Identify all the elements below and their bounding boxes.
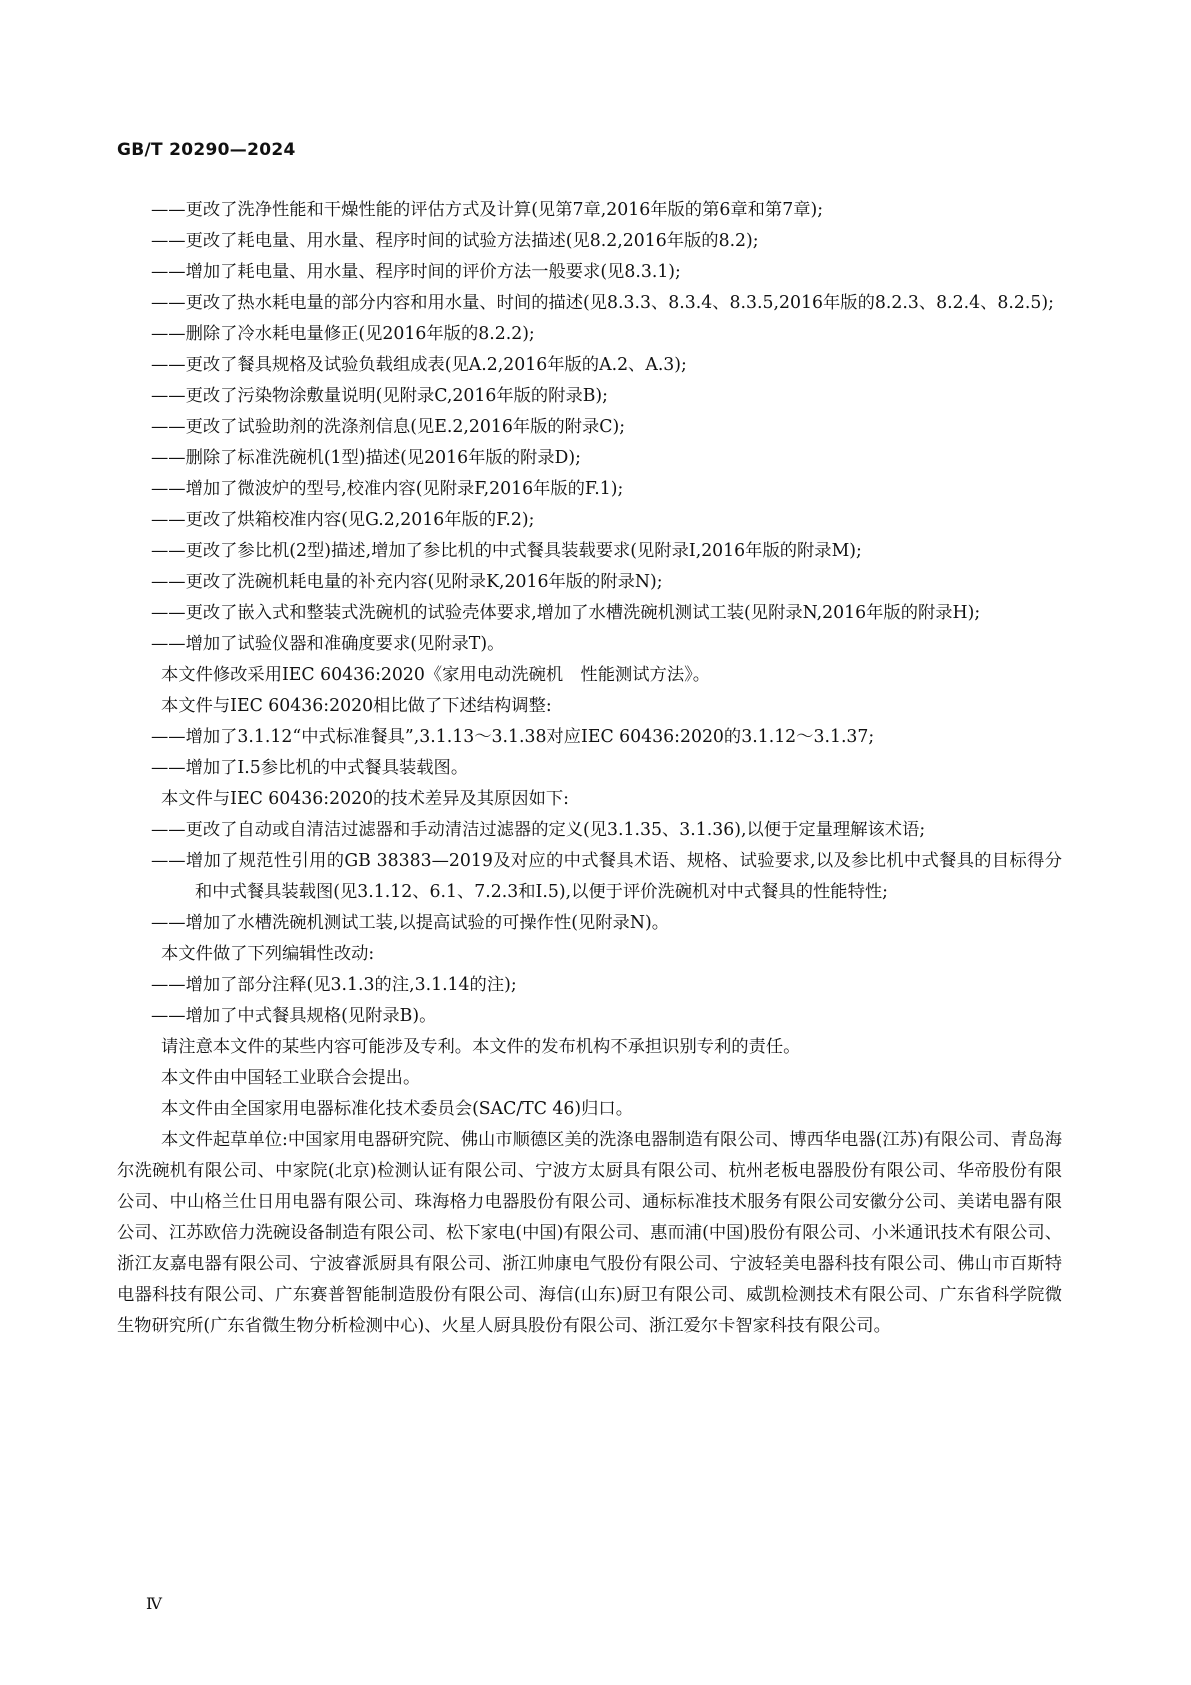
change-item: ——增加了试验仪器和准确度要求(见附录T)。 <box>151 634 505 654</box>
committee-paragraph: 本文件由全国家用电器标准化技术委员会(SAC/TC 46)归口。 <box>161 1099 633 1119</box>
difference-item: ——增加了规范性引用的GB 38383—2019及对应的中式餐具术语、规格、试验要求,以及参比机中式餐具的目标得分和中式餐具装载图(见3.1.12、6.1、7.2.3和I.5),以便于评价洗碗机对中式餐具的性能特性; <box>151 851 1062 902</box>
structure-item: ——增加了I.5参比机的中式餐具装载图。 <box>151 758 469 778</box>
patent-notice: 请注意本文件的某些内容可能涉及专利。本文件的发布机构不承担识别专利的责任。 <box>161 1037 801 1057</box>
body-paragraph: 本文件做了下列编辑性改动: <box>161 944 375 964</box>
change-item: ——更改了污染物涂敷量说明(见附录C,2016年版的附录B); <box>151 386 608 406</box>
change-item: ——更改了耗电量、用水量、程序时间的试验方法描述(见8.2,2016年版的8.2); <box>151 231 759 251</box>
page-number: Ⅳ <box>146 1594 162 1613</box>
change-item: ——更改了试验助剂的洗涤剂信息(见E.2,2016年版的附录C); <box>151 417 626 437</box>
change-item: ——更改了洗碗机耗电量的补充内容(见附录K,2016年版的附录N); <box>151 572 663 592</box>
body-paragraph: 本文件与IEC 60436:2020的技术差异及其原因如下: <box>161 789 569 809</box>
structure-item: ——增加了3.1.12“中式标准餐具”,3.1.13～3.1.38对应IEC 60436:2020的3.1.12～3.1.37; <box>151 727 875 747</box>
proposer-paragraph: 本文件由中国轻工业联合会提出。 <box>161 1068 421 1088</box>
body-paragraph: 本文件修改采用IEC 60436:2020《家用电动洗碗机 性能测试方法》。 <box>161 665 711 685</box>
difference-item: ——增加了水槽洗碗机测试工装,以提高试验的可操作性(见附录N)。 <box>151 913 669 933</box>
document-body <box>117 195 1062 1342</box>
change-item: ——增加了微波炉的型号,校准内容(见附录F,2016年版的F.1); <box>151 479 624 499</box>
change-item: ——更改了餐具规格及试验负载组成表(见A.2,2016年版的A.2、A.3); <box>151 355 687 375</box>
change-item: ——更改了洗净性能和干燥性能的评估方式及计算(见第7章,2016年版的第6章和第7章); <box>151 200 824 220</box>
editorial-item: ——增加了中式餐具规格(见附录B)。 <box>151 1006 437 1026</box>
change-item: ——删除了标准洗碗机(1型)描述(见2016年版的附录D); <box>151 448 581 468</box>
change-item: ——更改了嵌入式和整装式洗碗机的试验壳体要求,增加了水槽洗碗机测试工装(见附录N,2016年版的附录H); <box>151 603 981 623</box>
change-item: ——删除了冷水耗电量修正(见2016年版的8.2.2); <box>151 324 535 344</box>
change-item: ——增加了耗电量、用水量、程序时间的评价方法一般要求(见8.3.1); <box>151 262 681 282</box>
body-paragraph: 本文件与IEC 60436:2020相比做了下述结构调整: <box>161 696 552 716</box>
change-item: ——更改了烘箱校准内容(见G.2,2016年版的F.2); <box>151 510 535 530</box>
drafting-units-paragraph: 本文件起草单位:中国家用电器研究院、佛山市顺德区美的洗涤电器制造有限公司、博西华电器(江苏)有限公司、青岛海尔洗碗机有限公司、中家院(北京)检测认证有限公司、宁波方太厨具有限公司、杭州老板电器股份有限公司、华帝股份有限公司、中山格兰仕日用电器有限公司、珠海格力电器股份有限公司、通标标准技术服务有限公司安徽分公司、美诺电器有限公司、江苏欧倍力洗碗设备制造有限公司、松下家电(中国)有限公司、惠而浦(中国)股份有限公司、小米通讯技术有限公司、浙江友嘉电器有限公司、宁波睿派厨具有限公司、浙江帅康电气股份有限公司、宁波轻美电器科技有限公司、佛山市百斯特电器科技有限公司、广东赛普智能制造股份有限公司、海信(山东)厨卫有限公司、威凯检测技术有限公司、广东省科学院微生物研究所(广东省微生物分析检测中心)、火星人厨具股份有限公司、浙江爱尔卡智家科技有限公司。 <box>117 1130 1062 1336</box>
change-item: ——更改了参比机(2型)描述,增加了参比机的中式餐具装载要求(见附录I,2016年版的附录M); <box>151 541 862 561</box>
change-item: ——更改了热水耗电量的部分内容和用水量、时间的描述(见8.3.3、8.3.4、8.3.5,2016年版的8.2.3、8.2.4、8.2.5); <box>151 293 1054 313</box>
document-code-header: GB/T 20290—2024 <box>117 140 296 160</box>
editorial-item: ——增加了部分注释(见3.1.3的注,3.1.14的注); <box>151 975 517 995</box>
difference-item: ——更改了自动或自清洁过滤器和手动清洁过滤器的定义(见3.1.35、3.1.36),以便于定量理解该术语; <box>151 820 926 840</box>
